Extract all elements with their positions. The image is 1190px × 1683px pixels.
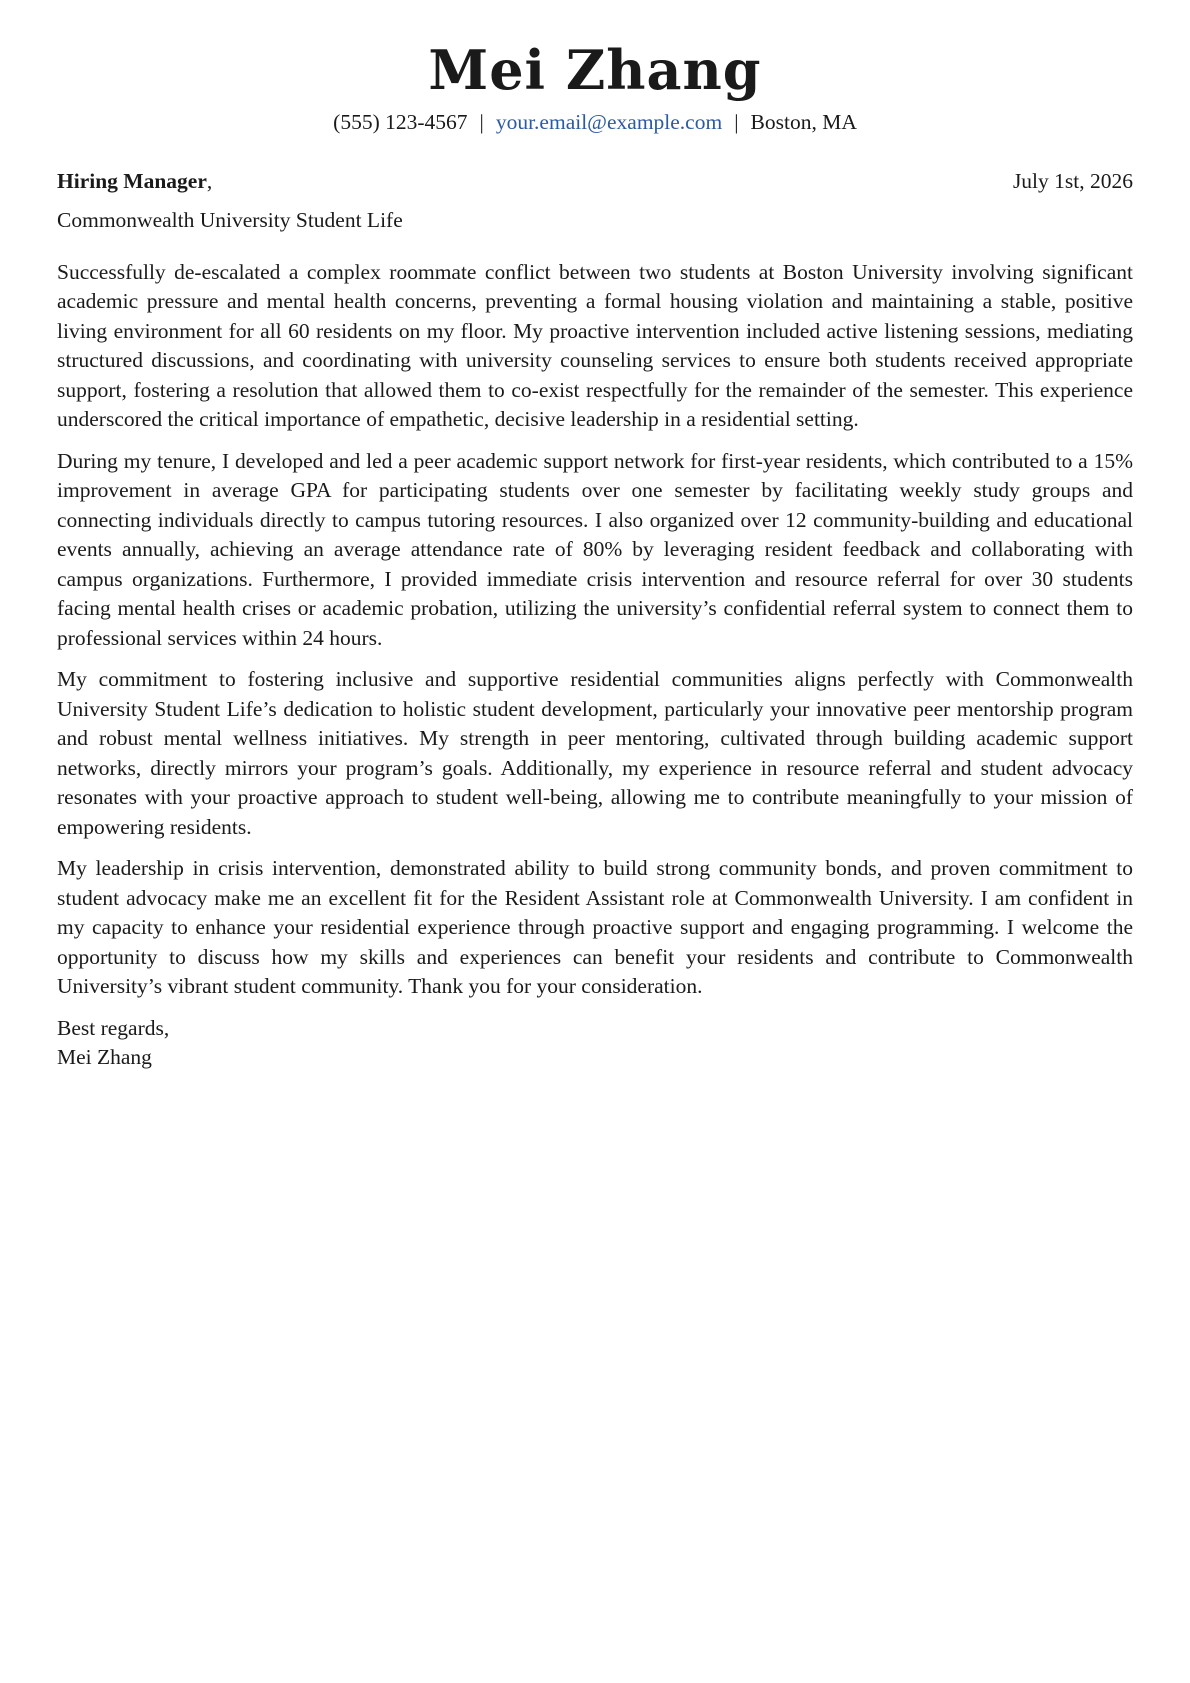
body-paragraph: My leadership in crisis intervention, demonstrated ability to build strong community bonds, and proven commitment to student advocacy make me an excellent fit for the Resident Assistant role at Commonwealth University. I am confident in my capacity to enhance your residential experience through proactive support and engaging programming. I welcome the opportunity to discuss how my skills and experiences can benefit your residents and contribute to Commonwealth University’s vibrant student community. Thank you for your consideration. xyxy=(57,856,1133,999)
body-paragraph: My commitment to fostering inclusive and supportive residential communities aligns perfectly with Commonwealth University Student Life’s dedication to holistic student development, particularly your innovative peer mentorship program and robust mental wellness initiatives. My strength in peer mentoring, cultivated through building academic support networks, directly mirrors your program’s goals. Additionally, my experience in resource referral and student advocacy resonates with your proactive approach to student well-being, allowing me to contribute meaningfully to your mission of empowering residents. xyxy=(57,667,1133,839)
closing-salutation: Best regards, xyxy=(57,1015,170,1040)
recipient-name: Hiring Manager xyxy=(57,168,207,193)
recipient-row xyxy=(57,169,1133,194)
closing-signature: Mei Zhang xyxy=(57,1045,152,1070)
recipient-suffix: , xyxy=(206,168,213,193)
contact-separator: | xyxy=(734,109,739,134)
letter-closing xyxy=(57,1014,1133,1073)
recipient-organization: Commonwealth University Student Life xyxy=(57,207,403,232)
letter-body xyxy=(57,258,1133,1002)
letter-header xyxy=(57,38,1133,137)
location: Boston, MA xyxy=(750,109,857,134)
email-link[interactable]: your.email@example.com xyxy=(495,109,723,134)
body-paragraph: During my tenure, I developed and led a peer academic support network for first-year residents, which contributed to a 15% improvement in average GPA for participating students over one semester by facilitating weekly study groups and connecting individuals directly to campus tutoring resources. I also organized over 12 community-building and educational events annually, achieving an average attendance rate of 80% by leveraging resident feedback and collaborating with campus organizations. Furthermore, I provided immediate crisis intervention and resource referral for over 30 students facing mental health crises or academic probation, utilizing the university’s confidential referral system to connect them to professional services within 24 hours. xyxy=(57,448,1133,650)
letter-date: July 1st, 2026 xyxy=(1012,168,1133,193)
contact-separator: | xyxy=(479,109,484,134)
sender-name: Mei Zhang xyxy=(428,38,762,102)
phone-number: (555) 123-4567 xyxy=(333,109,468,134)
contact-line xyxy=(57,109,1133,137)
body-paragraph: Successfully de-escalated a complex roommate conflict between two students at Boston University involving significant academic pressure and mental health concerns, preventing a formal housing violation and maintaining a stable, positive living environment for all 60 residents on my floor. My proactive intervention included active listening sessions, mediating structured discussions, and coordinating with university counseling services to ensure both students received appropriate support, fostering a resolution that allowed them to co-exist respectfully for the remainder of the semester. This experience underscored the critical importance of empathetic, decisive leadership in a residential setting. xyxy=(57,259,1133,432)
recipient-block xyxy=(57,169,212,194)
